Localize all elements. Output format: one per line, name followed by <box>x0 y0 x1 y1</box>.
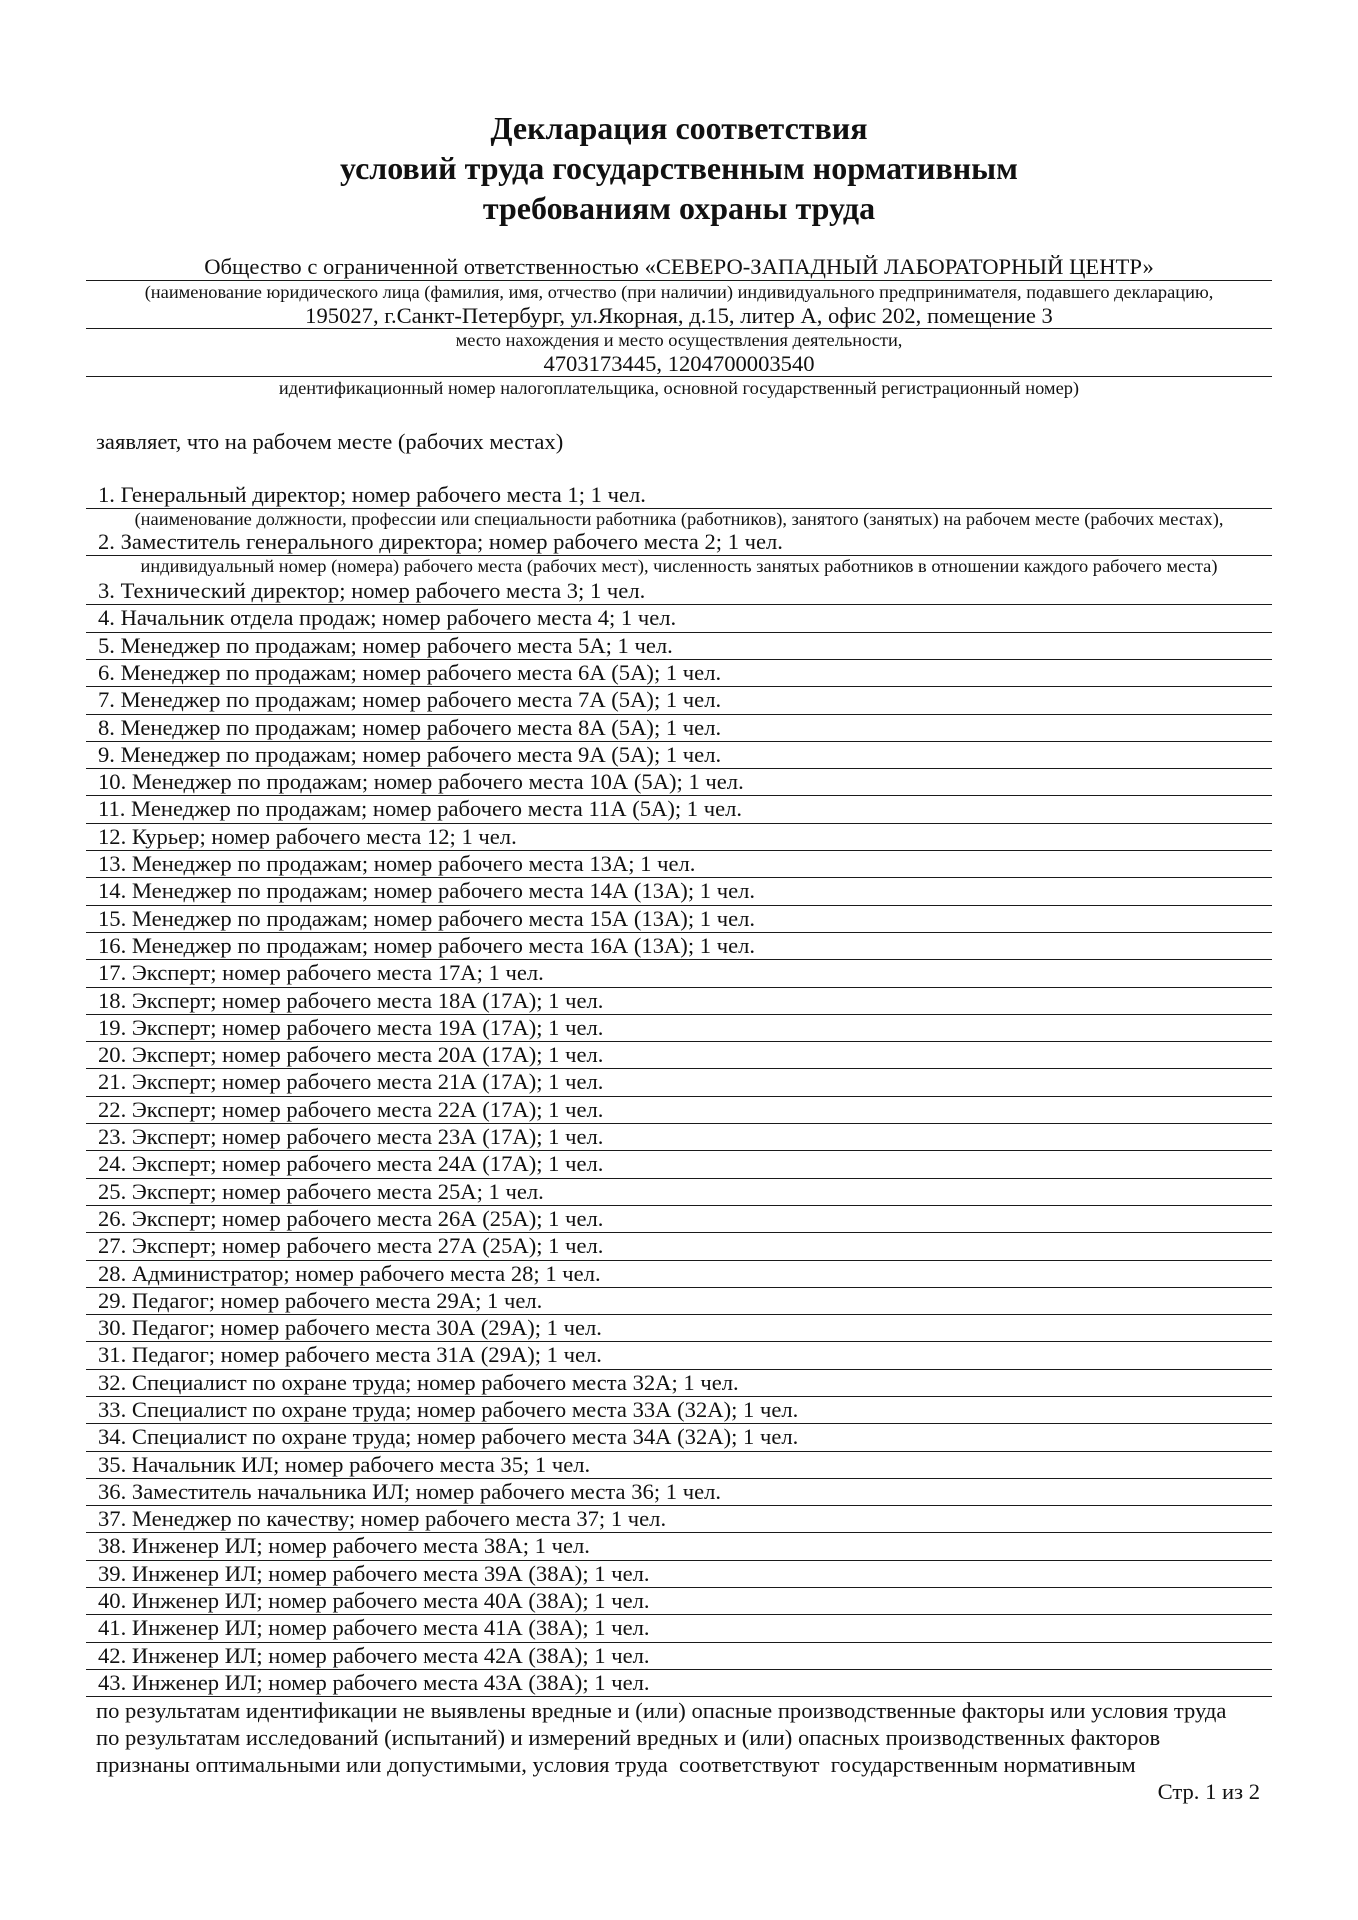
declaration-intro: заявляет, что на рабочем месте (рабочих местах) <box>96 429 564 454</box>
conclusion-line: признаны оптимальными или допустимыми, условия труда соответствуют государственным нормативным <box>96 1751 1136 1777</box>
declarant-address-field: 195027, г.Санкт-Петербург, ул.Якорная, д.15, литер А, офис 202, помещение 3 <box>86 304 1272 329</box>
declarant-ids-field: 4703173445, 1204700003540 <box>86 352 1272 377</box>
declarant-block <box>86 254 1272 400</box>
workplace-row: 8. Менеджер по продажам; номер рабочего места 8А (5А); 1 чел. <box>86 715 1272 742</box>
workplace-row: 40. Инженер ИЛ; номер рабочего места 40А (38А); 1 чел. <box>86 1588 1272 1615</box>
workplace-row: 21. Эксперт; номер рабочего места 21А (17А); 1 чел. <box>86 1069 1272 1096</box>
workplace-row: 33. Специалист по охране труда; номер рабочего места 33А (32А); 1 чел. <box>86 1397 1272 1424</box>
workplace-row: 9. Менеджер по продажам; номер рабочего места 9А (5А); 1 чел. <box>86 742 1272 769</box>
workplace-row: 41. Инженер ИЛ; номер рабочего места 41А (38А); 1 чел. <box>86 1615 1272 1642</box>
workplace-row: 12. Курьер; номер рабочего места 12; 1 чел. <box>86 824 1272 851</box>
declarant-name-field: Общество с ограниченной ответственностью «СЕВЕРО-ЗАПАДНЫЙ ЛАБОРАТОРНЫЙ ЦЕНТР» <box>86 254 1272 281</box>
workplace-row: 3. Технический директор; номер рабочего места 3; 1 чел. <box>86 578 1272 605</box>
workplace-row: 29. Педагог; номер рабочего места 29А; 1 чел. <box>86 1288 1272 1315</box>
workplace-row: 30. Педагог; номер рабочего места 30А (29А); 1 чел. <box>86 1315 1272 1342</box>
declarant-ids-caption: идентификационный номер налогоплательщика, основной государственный регистрационный номер) <box>278 378 1080 398</box>
workplace-row: 28. Администратор; номер рабочего места 28; 1 чел. <box>86 1261 1272 1288</box>
workplace-row: 22. Эксперт; номер рабочего места 22А (17А); 1 чел. <box>86 1097 1272 1124</box>
workplace-row: 14. Менеджер по продажам; номер рабочего места 14А (13А); 1 чел. <box>86 878 1272 905</box>
workplace-row: 31. Педагог; номер рабочего места 31А (29А); 1 чел. <box>86 1342 1272 1369</box>
title-line: условий труда государственным нормативным <box>340 150 1018 186</box>
workplace-row: 37. Менеджер по качеству; номер рабочего места 37; 1 чел. <box>86 1506 1272 1533</box>
workplace-position-caption: (наименование должности, профессии или специальности работника (работников), занятого (занятых) на рабочем месте (рабочих местах), <box>134 508 1224 529</box>
workplace-row: 6. Менеджер по продажам; номер рабочего места 6А (5А); 1 чел. <box>86 660 1272 687</box>
workplace-row: 43. Инженер ИЛ; номер рабочего места 43А (38А); 1 чел. <box>86 1670 1272 1697</box>
workplace-list <box>86 482 1272 1698</box>
workplace-row: 17. Эксперт; номер рабочего места 17А; 1 чел. <box>86 960 1272 987</box>
page-number: Стр. 1 из 2 <box>1157 1778 1260 1804</box>
workplace-row: 13. Менеджер по продажам; номер рабочего места 13А; 1 чел. <box>86 851 1272 878</box>
conclusion-line: по результатам исследований (испытаний) и измерений вредных и (или) опасных производственных факторов <box>96 1724 1161 1750</box>
workplace-row: 7. Менеджер по продажам; номер рабочего места 7А (5А); 1 чел. <box>86 687 1272 714</box>
workplace-row: 16. Менеджер по продажам; номер рабочего места 16А (13А); 1 чел. <box>86 933 1272 960</box>
workplace-row: 26. Эксперт; номер рабочего места 26А (25А); 1 чел. <box>86 1206 1272 1233</box>
workplace-row: 38. Инженер ИЛ; номер рабочего места 38А; 1 чел. <box>86 1533 1272 1560</box>
workplace-row: 35. Начальник ИЛ; номер рабочего места 35; 1 чел. <box>86 1452 1272 1479</box>
workplace-row: 34. Специалист по охране труда; номер рабочего места 34А (32А); 1 чел. <box>86 1424 1272 1451</box>
workplace-row: 10. Менеджер по продажам; номер рабочего места 10А (5А); 1 чел. <box>86 769 1272 796</box>
conclusion-line: по результатам идентификации не выявлены вредные и (или) опасные производственные факторы или условия труда <box>96 1698 1227 1723</box>
workplace-row: 23. Эксперт; номер рабочего места 23А (17А); 1 чел. <box>86 1124 1272 1151</box>
workplace-row: 25. Эксперт; номер рабочего места 25А; 1 чел. <box>86 1179 1272 1206</box>
workplace-row: 36. Заместитель начальника ИЛ; номер рабочего места 36; 1 чел. <box>86 1479 1272 1506</box>
declarant-address-caption: место нахождения и место осуществления деятельности, <box>455 330 903 350</box>
workplace-row: 19. Эксперт; номер рабочего места 19А (17А); 1 чел. <box>86 1015 1272 1042</box>
workplace-row: 15. Менеджер по продажам; номер рабочего места 15А (13А); 1 чел. <box>86 906 1272 933</box>
workplace-row: 1. Генеральный директор; номер рабочего места 1; 1 чел. <box>86 482 1272 509</box>
workplace-row: 20. Эксперт; номер рабочего места 20А (17А); 1 чел. <box>86 1042 1272 1069</box>
workplace-row: 4. Начальник отдела продаж; номер рабочего места 4; 1 чел. <box>86 605 1272 632</box>
workplace-row: 24. Эксперт; номер рабочего места 24А (17А); 1 чел. <box>86 1151 1272 1178</box>
workplace-row: 32. Специалист по охране труда; номер рабочего места 32А; 1 чел. <box>86 1370 1272 1397</box>
document-title <box>86 108 1272 228</box>
workplace-row: 42. Инженер ИЛ; номер рабочего места 42А (38А); 1 чел. <box>86 1643 1272 1670</box>
workplace-row: 39. Инженер ИЛ; номер рабочего места 39А (38А); 1 чел. <box>86 1561 1272 1588</box>
title-line: требованиям охраны труда <box>482 190 876 226</box>
title-line: Декларация соответствия <box>490 110 868 146</box>
conclusion-text <box>86 1698 1272 1806</box>
declarant-name-caption: (наименование юридического лица (фамилия, имя, отчество (при наличии) индивидуального предпринимателя, подавшего декларацию, <box>144 282 1214 302</box>
workplace-row: 11. Менеджер по продажам; номер рабочего места 11А (5А); 1 чел. <box>86 796 1272 823</box>
workplace-number-caption: индивидуальный номер (номера) рабочего места (рабочих мест), численность занятых работников в отношении каждого рабочего места) <box>140 556 1218 577</box>
workplace-row: 2. Заместитель генерального директора; номер рабочего места 2; 1 чел. <box>86 529 1272 556</box>
workplace-row: 18. Эксперт; номер рабочего места 18А (17А); 1 чел. <box>86 988 1272 1015</box>
workplace-row: 27. Эксперт; номер рабочего места 27А (25А); 1 чел. <box>86 1233 1272 1260</box>
workplace-row: 5. Менеджер по продажам; номер рабочего места 5А; 1 чел. <box>86 633 1272 660</box>
